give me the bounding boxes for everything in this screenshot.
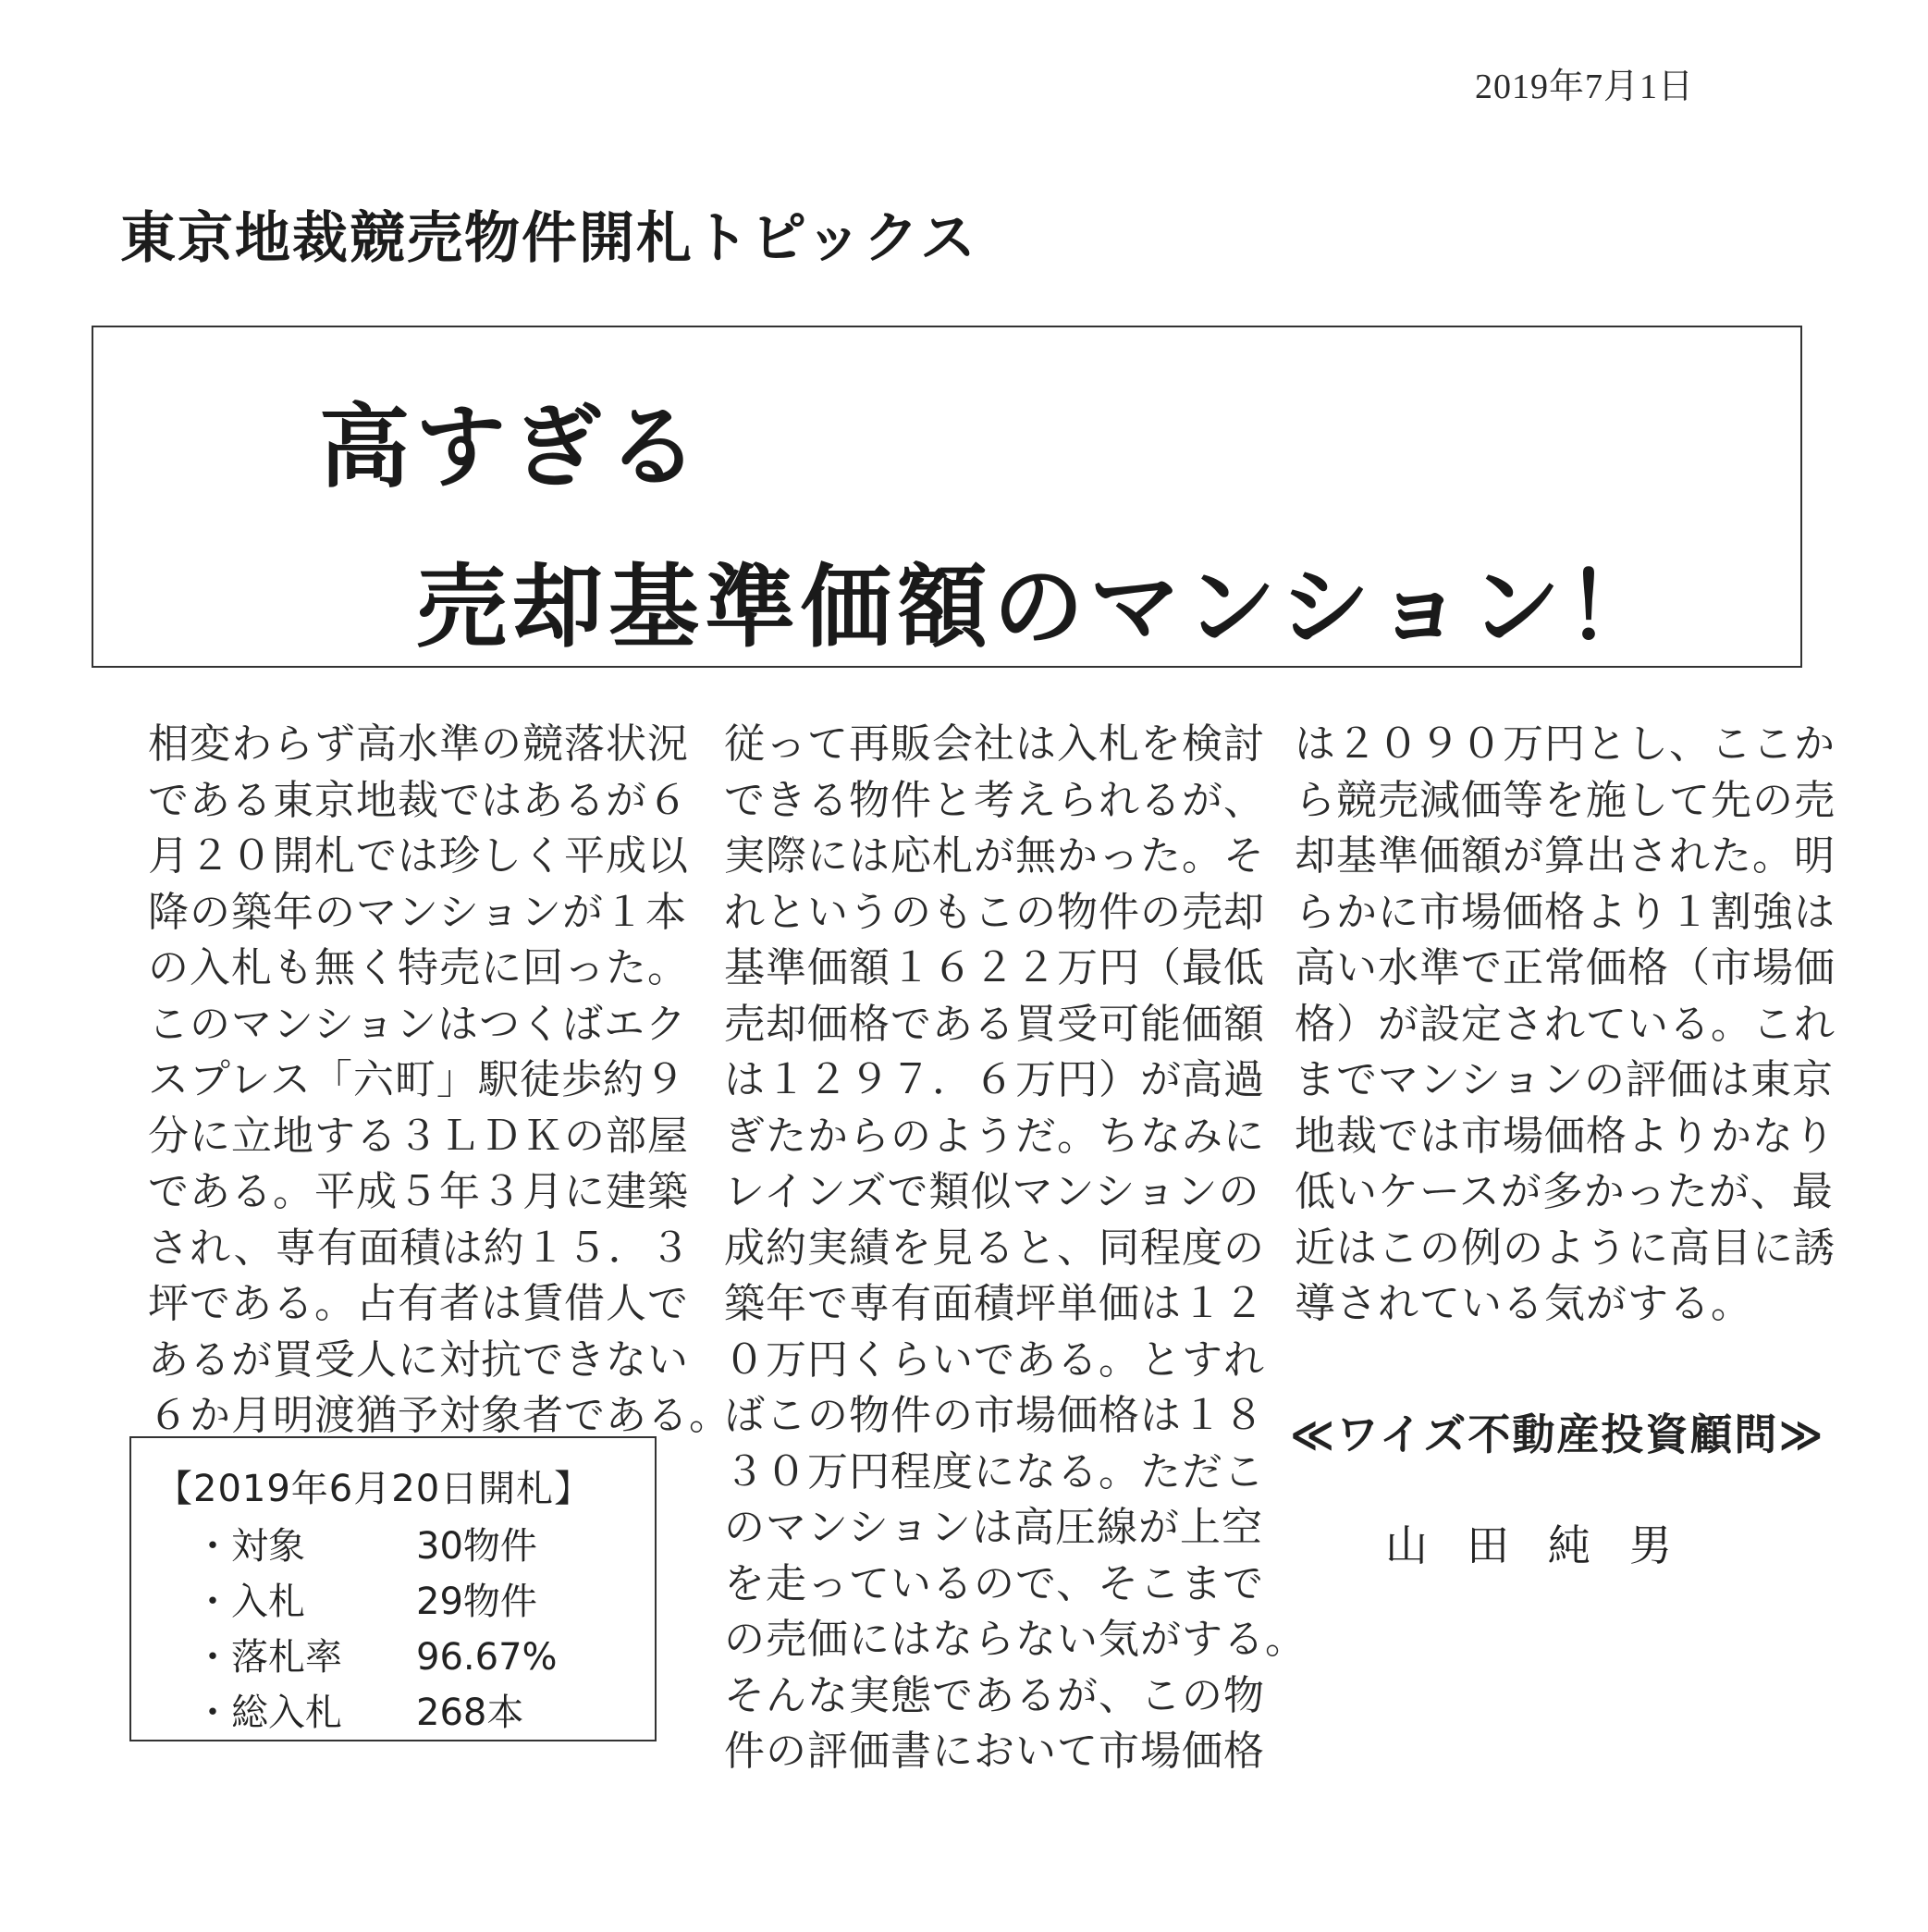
text-line: ぎたからのようだ。ちなみに [724,1112,1265,1160]
text-line: である。平成５年３月に建築 [148,1168,689,1215]
text-line: 基準価額１６２２万円（最低 [724,944,1265,991]
text-line: 件の評価書において市場価格 [724,1728,1265,1775]
text-line: 成約実績を見ると、同程度の [724,1224,1265,1272]
auction-stats-title: 【2019年6月20日開札】 [155,1468,593,1510]
text-line: を走っているので、そこまで [724,1559,1265,1607]
section-title: 東京地裁競売物件開札トピックス [120,206,977,271]
text-line: され、専有面積は約１５．３ [148,1224,692,1272]
stats-label: ・入札 [194,1581,305,1623]
text-line: 低いケースが多かったが、最 [1295,1168,1834,1215]
text-line: 却基準価額が算出された。明 [1295,832,1836,880]
stats-value: 268本 [416,1692,524,1734]
text-line: の売価にはならない気がする。 [724,1616,1307,1663]
article-column-2 [724,717,1307,1780]
stats-row-target [194,1517,537,1569]
text-line: 格）が設定されている。これ [1295,1000,1836,1048]
text-line: である東京地裁ではあるが６ [148,776,689,824]
text-line: 近はこの例のように高目に誘 [1295,1224,1836,1272]
text-line: そんな実態であるが、この物 [724,1671,1265,1719]
stats-row-win-rate [194,1628,558,1680]
text-line: あるが買受人に対抗できない [148,1335,689,1384]
text-line: このマンションはつくばエク [148,1000,688,1048]
text-line: 月２０開札では珍しく平成以 [148,832,689,880]
text-line: 相変わらず高水準の競落状況 [148,720,689,768]
article-column-3 [1295,717,1836,1333]
stats-row-total-bids [194,1683,523,1736]
text-line: スプレス「六町」駅徒歩約９ [148,1056,686,1103]
text-line: 高い水準で正常価格（市場価 [1295,944,1836,991]
text-line: ３０万円程度になる。ただこ [724,1447,1265,1495]
headline-line-2: 売却基準価額のマンション！ [416,555,1663,660]
stats-row-bids [194,1572,537,1625]
text-line: 地裁では市場価格よりかなり [1295,1112,1836,1160]
headline-line-1: 高すぎる [319,395,705,500]
stats-label: ・対象 [194,1525,305,1568]
stats-value: 96.67% [416,1636,558,1679]
text-line: 実際には応札が無かった。そ [724,832,1265,880]
text-line: ばこの物件の市場価格は１８ [724,1392,1265,1439]
text-line: レインズで類似マンションの [724,1168,1260,1215]
text-line: れというのもこの物件の売却 [724,888,1265,936]
text-line: は１２９７．６万円）が高過 [724,1056,1265,1103]
text-line: の入札も無く特売に回った。 [148,944,689,991]
text-line: までマンションの評価は東京 [1295,1056,1835,1103]
organization-name: ≪ワイズ不動産投資顧問≫ [1290,1409,1825,1459]
stats-value: 30物件 [416,1525,537,1568]
stats-value: 29物件 [416,1581,537,1623]
text-line: できる物件と考えられるが、 [724,776,1265,824]
text-line: ら競売減価等を施して先の売 [1295,776,1836,824]
text-line: 分に立地する３ＬＤＫの部屋 [148,1112,689,1160]
text-line: 降の築年のマンションが１本 [148,888,688,936]
text-line: のマンションは高圧線が上空 [724,1504,1264,1551]
text-line: 売却価格である買受可能価額 [724,1000,1265,1048]
stats-label: ・落札率 [194,1636,342,1679]
article-column-1 [148,717,731,1445]
text-line: らかに市場価格より１割強は [1295,888,1836,936]
text-line: 坪である。占有者は賃借人で [148,1280,689,1327]
stats-label: ・総入札 [194,1692,342,1734]
text-line: 導されている気がする。 [1295,1280,1752,1327]
text-line: ０万円くらいである。とすれ [724,1335,1265,1384]
text-line: は２０９０万円とし、ここか [1295,720,1836,768]
text-line: ６か月明渡猶予対象者である。 [148,1392,731,1439]
publication-date: 2019年7月1日 [1475,68,1695,106]
text-line: 築年で専有面積坪単価は１２ [724,1280,1265,1327]
author-name: 山田純男 [1385,1520,1711,1570]
text-line: 従って再販会社は入札を検討 [724,720,1265,768]
